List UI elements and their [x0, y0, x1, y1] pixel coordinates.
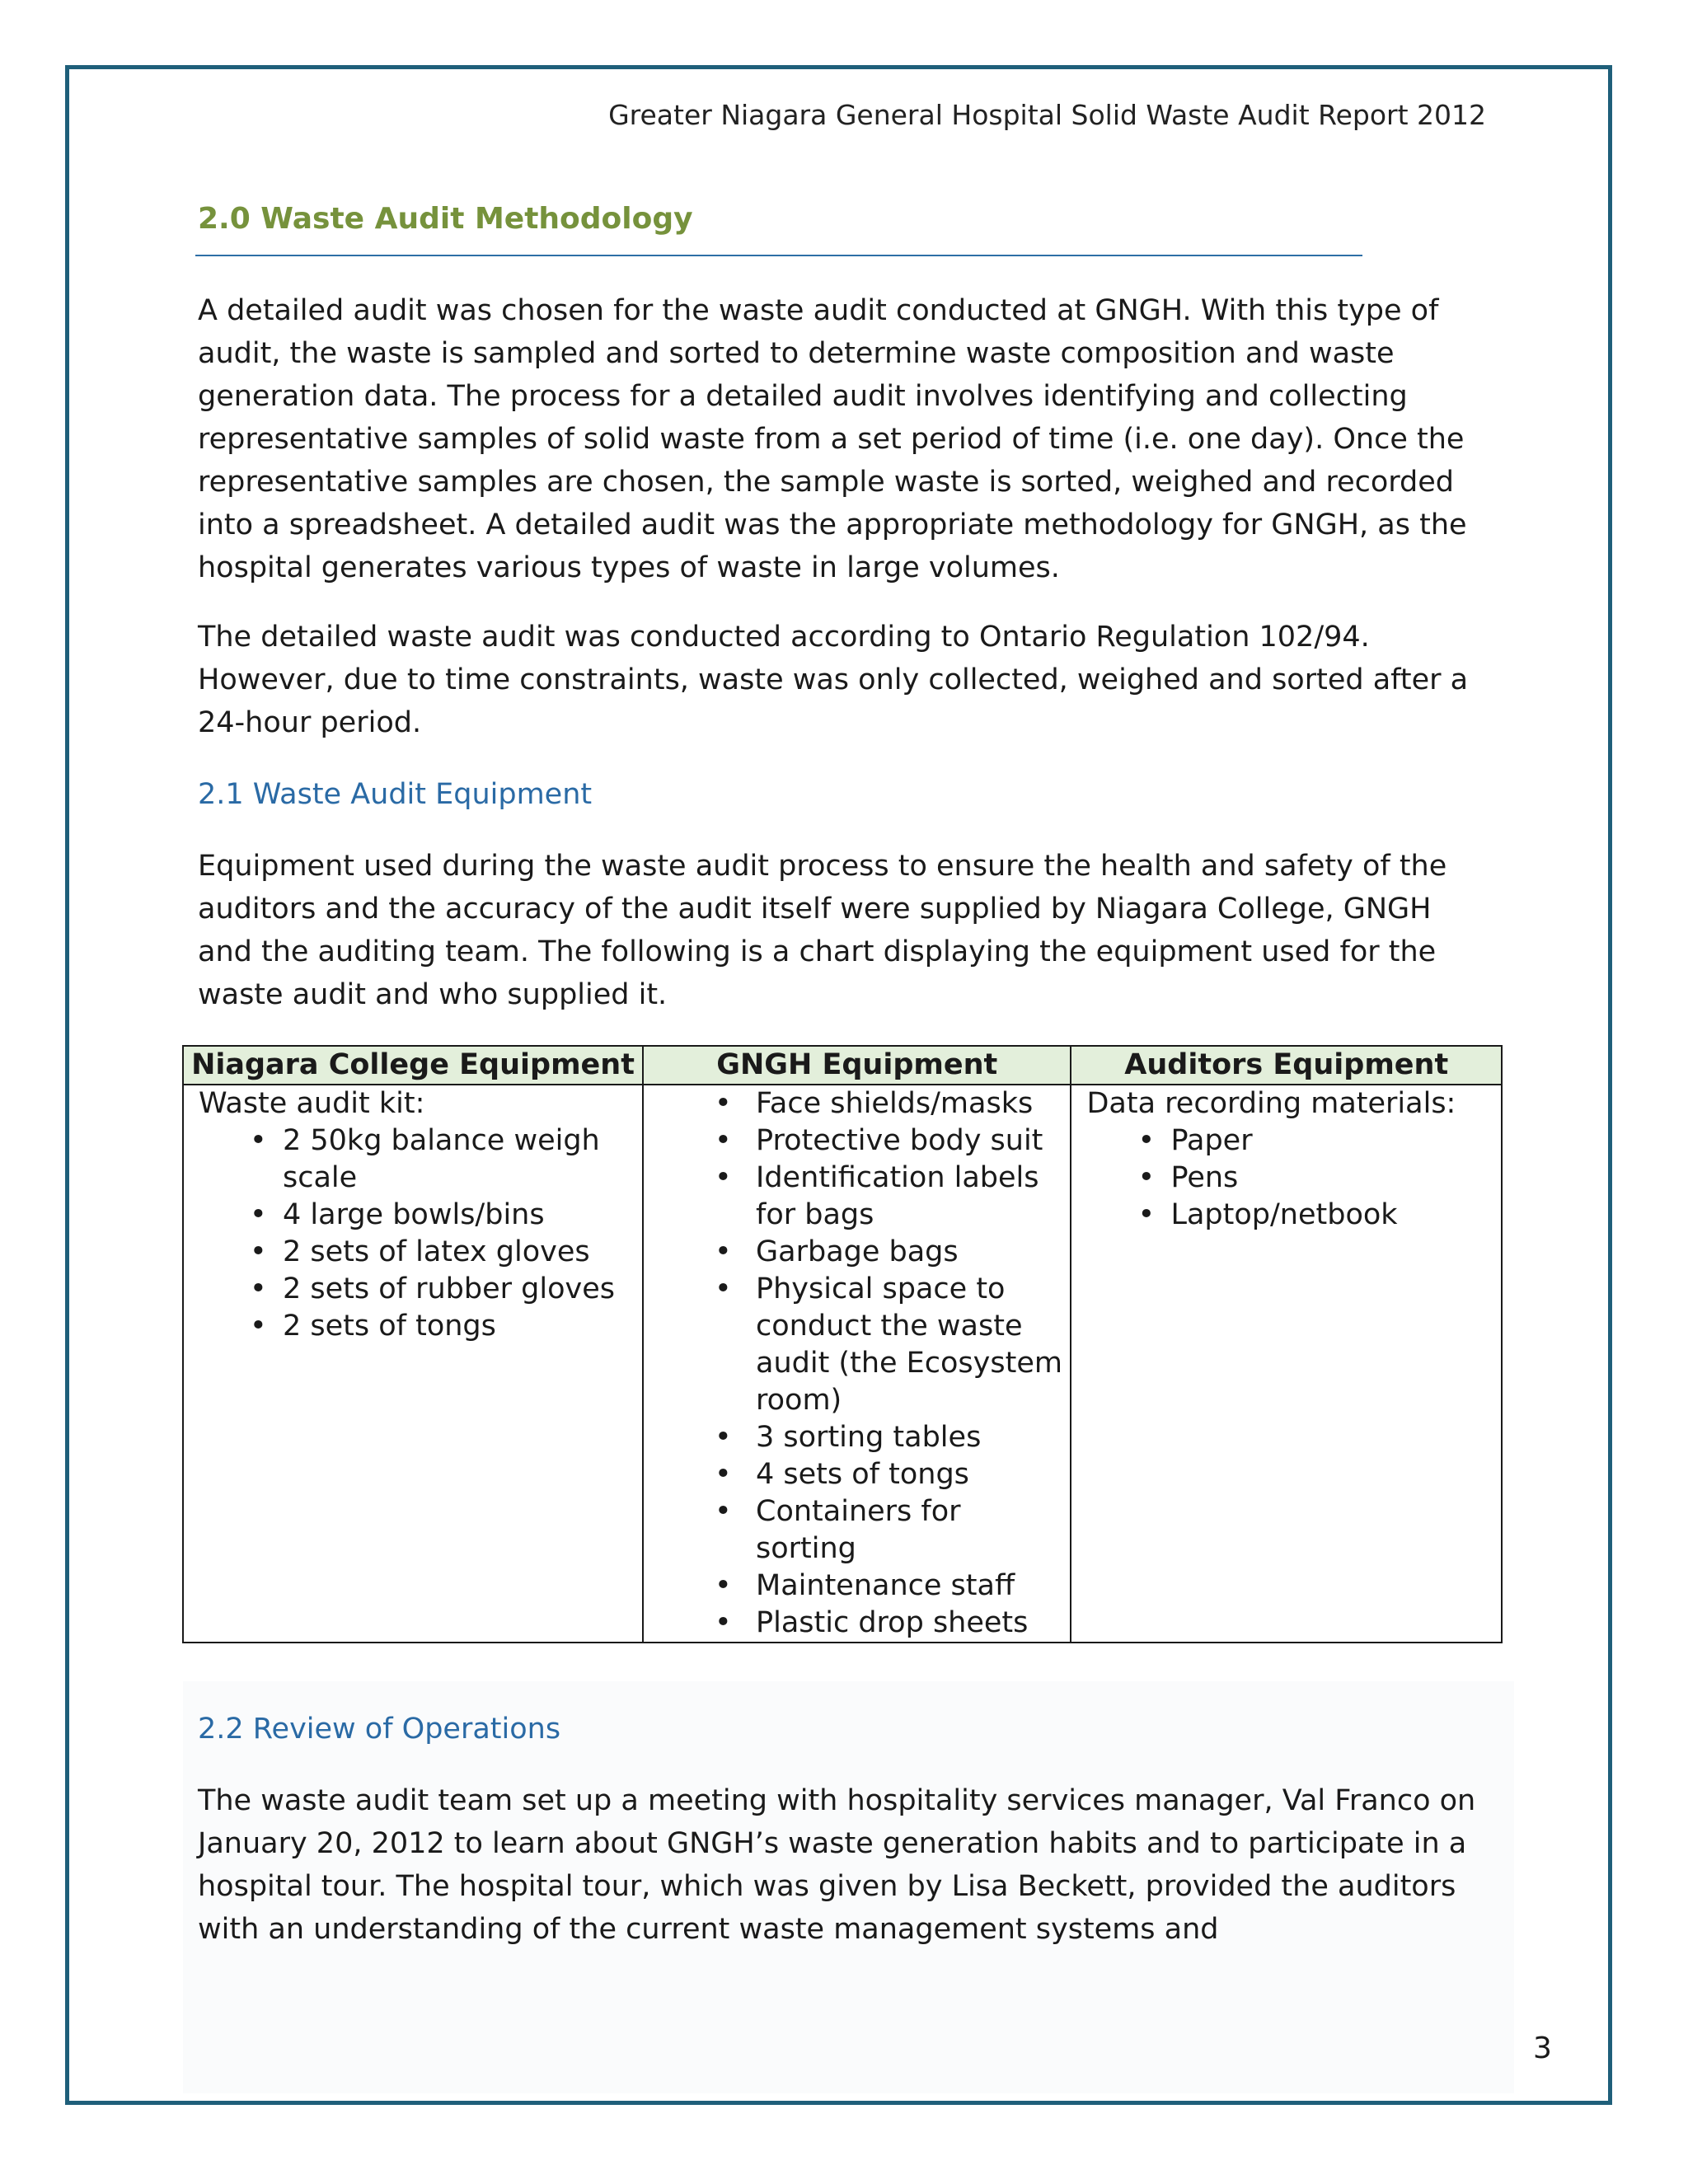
list-item: • 2 sets of tongs: [199, 1308, 642, 1345]
list-item: • Laptop/netbook: [1086, 1197, 1501, 1234]
header-niagara-college: Niagara College Equipment: [183, 1046, 643, 1085]
list-item: • Paper: [1086, 1122, 1501, 1160]
auditors-item-list: [1086, 1122, 1501, 1234]
list-item: • 2 50kg balance weigh scale: [250, 1124, 600, 1194]
list-item: • Plastic drop sheets: [659, 1605, 1070, 1642]
methodology-paragraph-2: The detailed waste audit was conducted according to Ontario Regulation 102/94. However, due to time constraints, waste was only collected, weighed and sorted after a 24-hour period.: [198, 621, 1469, 739]
list-item: • Identification labels for bags: [715, 1161, 1039, 1231]
header-gngh: GNGH Equipment: [643, 1046, 1071, 1085]
heading-underline: [195, 255, 1362, 256]
bullet: •: [715, 1458, 732, 1491]
list-item: • Maintenance staff: [659, 1568, 1070, 1605]
bullet: •: [715, 1421, 732, 1454]
equipment-heading: 2.1 Waste Audit Equipment: [198, 778, 593, 811]
running-header: Greater Niagara General Hospital Solid Waste Audit Report 2012: [608, 99, 1486, 131]
bullet: •: [715, 1569, 732, 1602]
bullet: •: [1137, 1198, 1156, 1231]
auditors-cell: [1071, 1085, 1502, 1643]
operations-heading: 2.2 Review of Operations: [198, 1713, 561, 1746]
table-header-row: [183, 1046, 1502, 1085]
list-item: • 2 sets of latex gloves: [199, 1234, 642, 1271]
niagara-kit-label: Waste audit kit:: [199, 1087, 425, 1120]
bullet: •: [715, 1606, 732, 1639]
list-item: • Garbage bags: [659, 1234, 1070, 1271]
list-item: • 3 sorting tables: [659, 1419, 1070, 1456]
list-item: • Containers for sorting: [715, 1495, 961, 1565]
gngh-item-list: [659, 1085, 1070, 1642]
bullet: •: [715, 1272, 732, 1305]
list-item: • Physical space to conduct the waste audit (the Ecosystem room): [715, 1272, 1062, 1417]
bullet: •: [250, 1310, 267, 1343]
niagara-college-cell: [183, 1085, 643, 1643]
equipment-paragraph: Equipment used during the waste audit process to ensure the health and safety of the auditors and the accuracy of the audit itself were supplied by Niagara College, GNGH and the auditing team. The following is a chart displaying the equipment used for the waste audit and who supplied it.: [198, 850, 1447, 1011]
list-item: • 2 sets of rubber gloves: [199, 1271, 642, 1308]
gngh-cell: [643, 1085, 1071, 1643]
niagara-item-list: [199, 1122, 642, 1345]
methodology-paragraph-1: A detailed audit was chosen for the waste audit conducted at GNGH. With this type of audit, the waste is sampled and sorted to determine waste composition and waste generation data. The process for a detailed audit involves identifying and collecting representative samples of solid waste from a set period of time (i.e. one day). Once the representative samples are chosen, the sample waste is sorted, weighed and recorded into a spreadsheet. A detailed audit was the appropriate methodology for GNGH, as the hospital generates various types of waste in large volumes.: [198, 294, 1467, 584]
bullet: •: [715, 1235, 732, 1268]
list-item: • 4 sets of tongs: [659, 1456, 1070, 1493]
auditors-materials-label: Data recording materials:: [1086, 1087, 1456, 1120]
equipment-table: [182, 1045, 1503, 1643]
list-item: • Face shields/masks: [659, 1085, 1070, 1122]
bullet: •: [250, 1272, 267, 1305]
bullet: •: [250, 1198, 267, 1231]
table-row: [183, 1085, 1502, 1643]
list-item: • Protective body suit: [659, 1122, 1070, 1160]
page-number: 3: [1533, 2032, 1552, 2065]
bullet: •: [715, 1087, 732, 1120]
list-item: • Pens: [1086, 1160, 1501, 1197]
list-item: • 4 large bowls/bins: [199, 1197, 642, 1234]
bullet: •: [1137, 1161, 1156, 1194]
bullet: •: [715, 1161, 732, 1194]
bullet: •: [715, 1495, 732, 1528]
section-heading: 2.0 Waste Audit Methodology: [198, 202, 693, 236]
bullet: •: [715, 1124, 732, 1157]
bullet: •: [250, 1124, 267, 1157]
bullet: •: [250, 1235, 267, 1268]
bullet: •: [1137, 1124, 1156, 1157]
operations-paragraph: The waste audit team set up a meeting with hospitality services manager, Val Franco on January 20, 2012 to learn about GNGH’s waste generation habits and to participate in a hospital tour. The hospital tour, which was given by Lisa Beckett, provided the auditors with an understanding of the current waste management systems and: [198, 1784, 1476, 1946]
header-auditors: Auditors Equipment: [1071, 1046, 1502, 1085]
